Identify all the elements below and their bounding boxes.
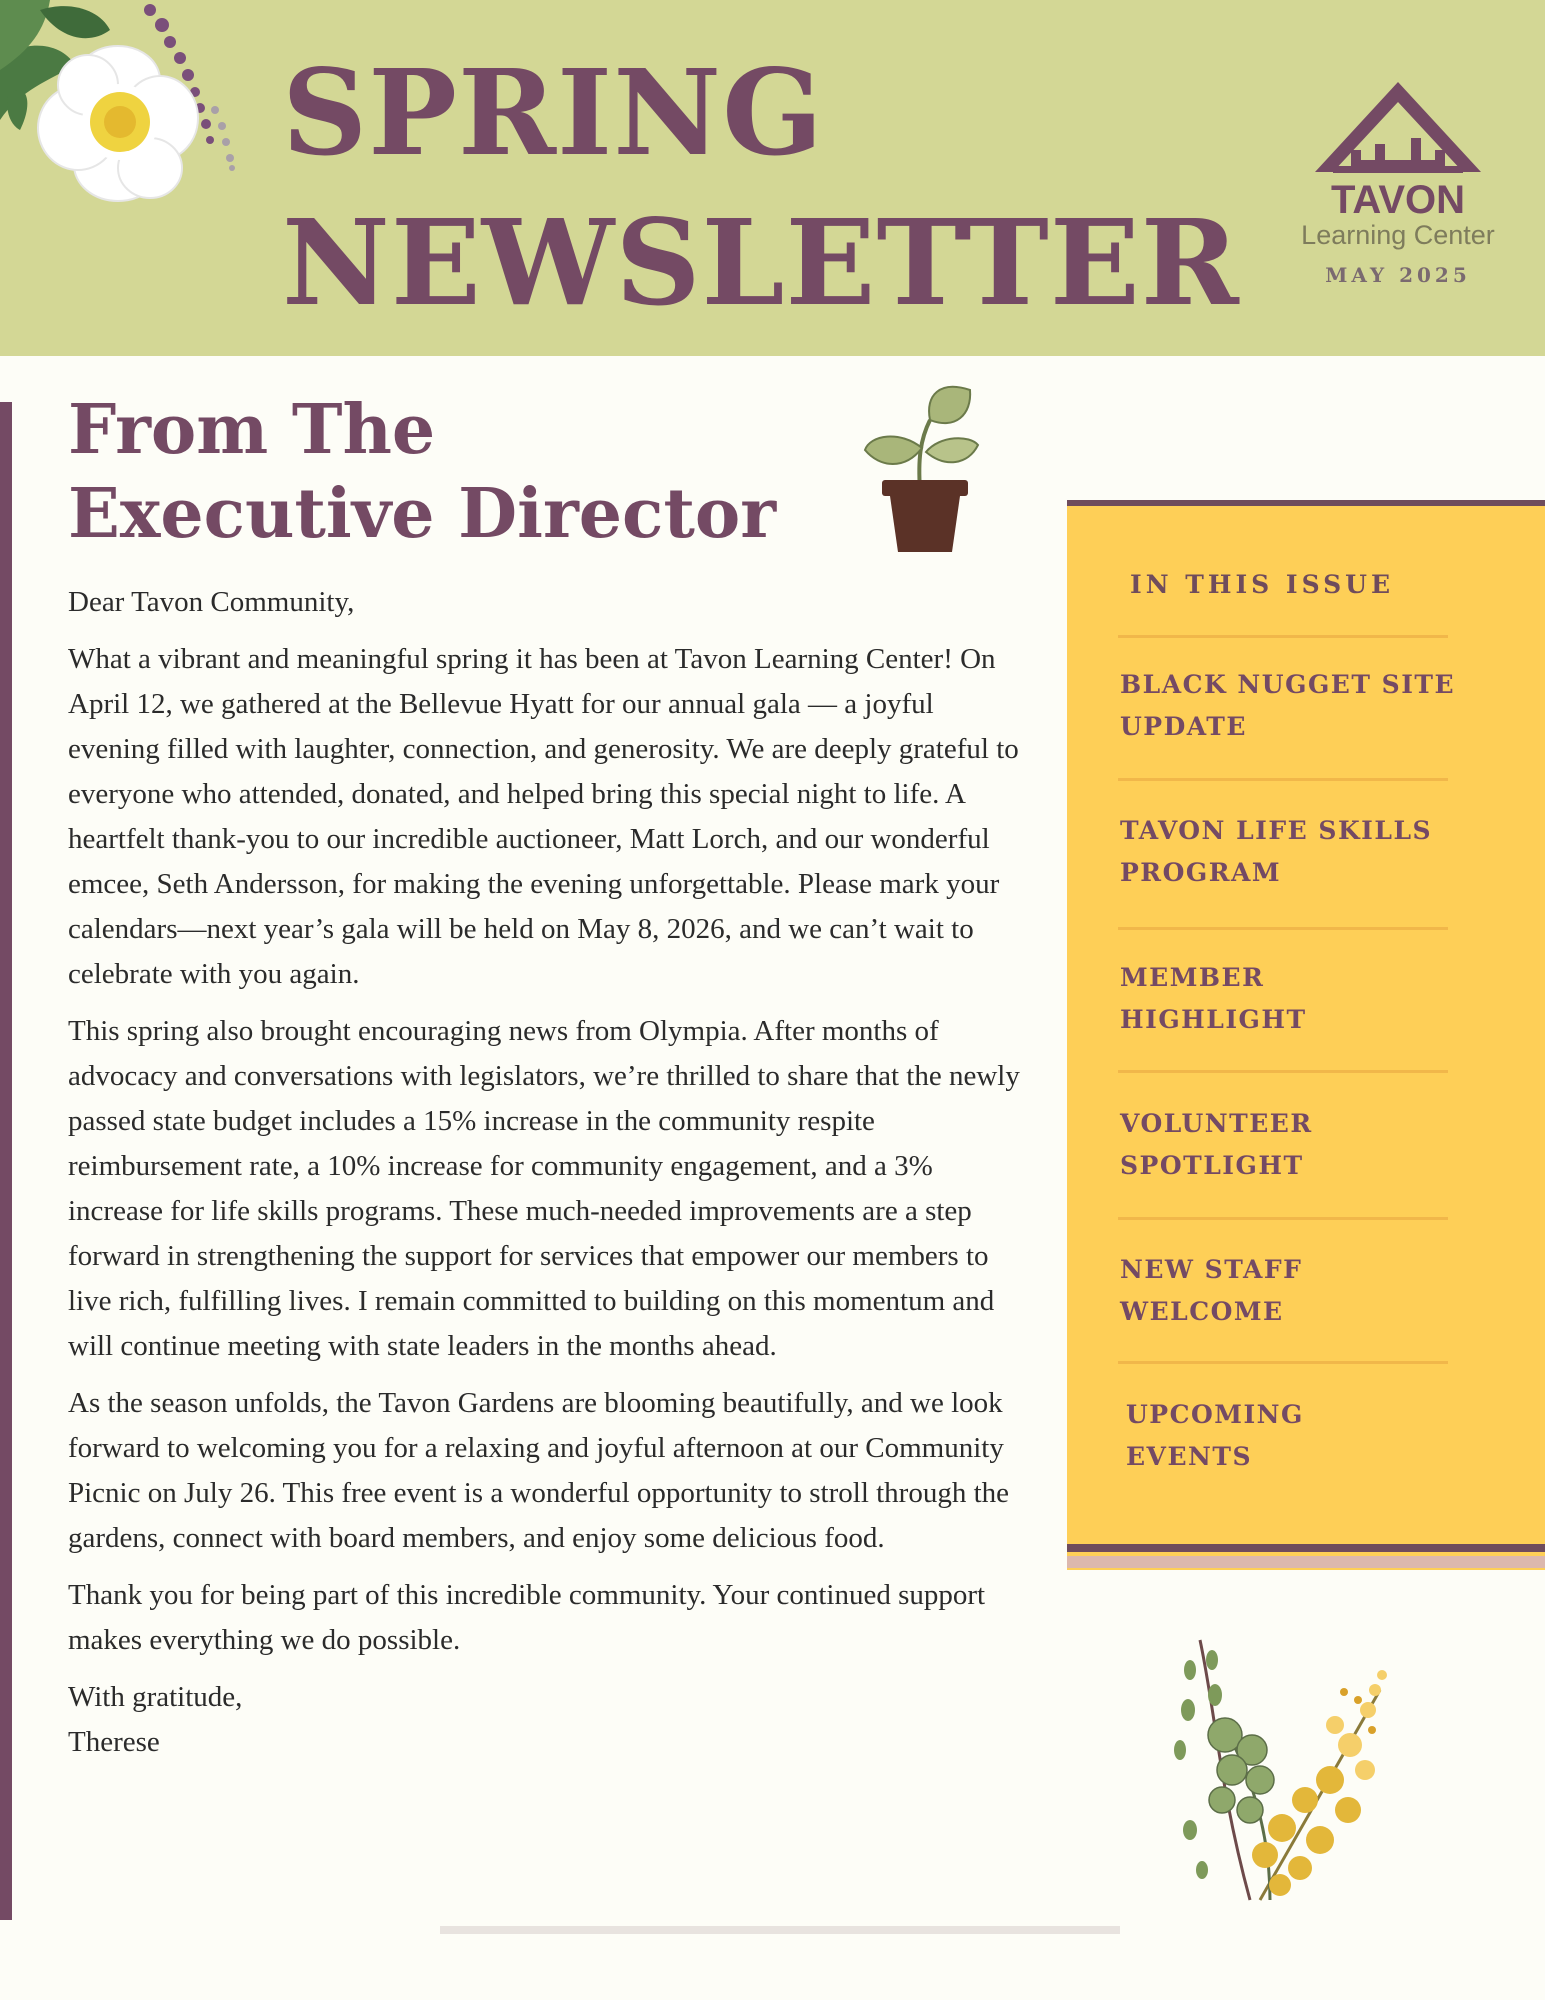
divider — [1118, 635, 1448, 638]
heading-line1: From The — [68, 390, 436, 470]
letter-paragraph: Thank you for being part of this incredible community. Your continued support makes everything we do possible. — [68, 1579, 986, 1656]
toc-item-line: HIGHLIGHT — [1120, 1005, 1307, 1034]
divider — [1118, 1070, 1448, 1073]
toc-item-line: VOLUNTEER — [1120, 1109, 1313, 1138]
divider — [1118, 1217, 1448, 1220]
wildflower-bouquet-icon — [1160, 1630, 1400, 1920]
divider — [1118, 927, 1448, 930]
letter-greeting: Dear Tavon Community, — [68, 586, 355, 618]
heading-line2: Executive Director — [68, 474, 777, 554]
letter-signature: Therese — [68, 1726, 160, 1758]
newsletter-title — [282, 38, 1240, 338]
title-line-spring: SPRING — [282, 43, 824, 182]
potted-plant-icon — [860, 380, 990, 560]
panel-bottom-rule — [1067, 1544, 1545, 1552]
toc-item-line: PROGRAM — [1120, 858, 1282, 887]
tavon-tent-logo-icon — [1313, 80, 1483, 180]
title-line-newsletter: NEWSLETTER — [282, 193, 1240, 332]
toc-item-volunteer-spotlight[interactable] — [1120, 1103, 1460, 1187]
toc-item-life-skills[interactable] — [1120, 810, 1460, 894]
toc-item-line: TAVON LIFE SKILLS — [1120, 816, 1433, 845]
bottom-divider — [440, 1926, 1120, 1934]
issue-date: MAY 2025 — [1325, 263, 1471, 287]
toc-item-upcoming-events[interactable] — [1126, 1394, 1466, 1478]
toc-item-black-nugget[interactable] — [1120, 664, 1460, 748]
letter-paragraph: This spring also brought encouraging news from Olympia. After months of advocacy and conversations with legislators, we’re thrilled to share that the newly passed state budget includes a 15% increase in the community respite reimbursement rate, a 10% increase for community engagement, and a 3% increase for life skills programs. These much-needed improvements are a step forward in strengthening the support for services that empower our members to live rich, fulfilling lives. I remain committed to building on this momentum and will continue meeting with state leaders in the months ahead. — [68, 1015, 1020, 1362]
toc-item-line: UPDATE — [1120, 712, 1247, 741]
letter-paragraph: What a vibrant and meaningful spring it has been at Tavon Learning Center! On April 12, we gathered at the Bellevue Hyatt for our annual gala — a joyful evening filled with laughter, connection, and generosity. We are deeply grateful to everyone who attended, donated, and helped bring this special night to life. A heartfelt thank-you to our incredible auctioneer, Matt Lorch, and our wonderful emcee, Seth Andersson, for making the evening unforgettable. Please mark your calendars—next year’s gala will be held on May 8, 2026, and we can’t wait to celebrate with you again. — [68, 643, 1019, 990]
left-accent-bar — [0, 402, 12, 1920]
toc-item-line: WELCOME — [1120, 1297, 1284, 1326]
toc-item-line: UPCOMING — [1126, 1400, 1304, 1429]
white-flower-icon — [0, 0, 250, 230]
panel-bottom-band — [1067, 1556, 1545, 1568]
director-letter — [68, 580, 1028, 1765]
section-heading — [68, 388, 776, 556]
toc-item-line: EVENTS — [1126, 1442, 1253, 1471]
divider — [1118, 778, 1448, 781]
toc-item-member-highlight[interactable] — [1120, 957, 1460, 1041]
toc-item-line: MEMBER — [1120, 963, 1265, 992]
logo-wordmark: TAVON — [1330, 178, 1466, 222]
letter-closing: With gratitude, — [68, 1681, 243, 1713]
divider — [1118, 1361, 1448, 1364]
toc-item-line: BLACK NUGGET SITE — [1120, 670, 1456, 699]
logo-subtitle: Learning Center — [1301, 220, 1495, 250]
toc-item-new-staff[interactable] — [1120, 1249, 1460, 1333]
toc-item-line: SPOTLIGHT — [1120, 1151, 1304, 1180]
letter-paragraph: As the season unfolds, the Tavon Gardens are blooming beautifully, and we look forward to welcoming you for a relaxing and joyful afternoon at our Community Picnic on July 26. This free event is a wonderful opportunity to stroll through the gardens, connect with board members, and enjoy some delicious food. — [68, 1387, 1010, 1554]
toc-item-line: NEW STAFF — [1120, 1255, 1303, 1284]
in-this-issue-heading: IN THIS ISSUE — [1130, 570, 1395, 599]
